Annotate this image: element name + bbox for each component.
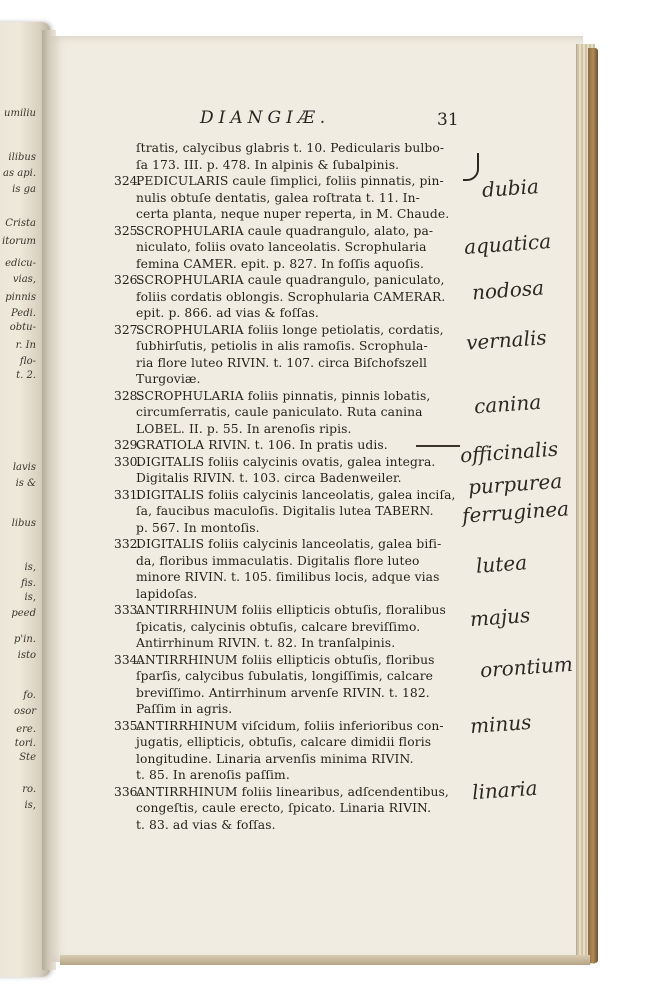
entry-line: DIGITALIS foliis calycinis ovatis, galea integra. bbox=[136, 454, 436, 469]
left-page-fragment: ro. bbox=[22, 784, 36, 795]
entry-line: ſtratis, calycibus glabris t. 10. Pedicularis bulbo- bbox=[136, 141, 445, 155]
left-page-fragment: is, bbox=[24, 592, 36, 603]
entry-line: SCROPHULARIA foliis longe petiolatis, cordatis, bbox=[136, 322, 444, 337]
left-page-fragment: ilibus bbox=[8, 152, 36, 163]
left-page-fragment: is, bbox=[24, 800, 36, 811]
left-page-fragment: vias, bbox=[12, 274, 36, 285]
left-page-fragment: isto bbox=[17, 650, 36, 661]
handwritten-annotation: aquatica bbox=[463, 228, 552, 260]
handwritten-annotation: orontium bbox=[479, 651, 574, 683]
entry-line: t. 85. In arenoſis paſſim. bbox=[136, 768, 290, 782]
handwritten-annotation: majus bbox=[469, 602, 531, 632]
entry-331 bbox=[114, 487, 464, 537]
left-page-fragment: Pedi. bbox=[11, 308, 36, 319]
entry-line: DIGITALIS foliis calycinis lanceolatis, galea inciſa, bbox=[136, 487, 456, 502]
handwritten-annotation: ferruginea bbox=[461, 496, 570, 528]
left-page-fragment: itorum bbox=[2, 236, 36, 247]
left-page-fragment: is, bbox=[24, 562, 36, 573]
entry-number: 326. bbox=[114, 273, 142, 287]
entry-line: Digitalis RIVIN. t. 103. circa Badenweiler. bbox=[136, 471, 402, 485]
entry-line: Paſſim in agris. bbox=[136, 702, 233, 716]
entry-number: 334. bbox=[114, 652, 142, 667]
entry-line: ſa 173. III. p. 478. In alpinis & ſubalpinis. bbox=[136, 157, 400, 172]
entry-line: minore RIVIN. t. 105. ſimilibus locis, adque vias bbox=[136, 570, 440, 584]
entry-line: nulis obtuſe dentatis, galea roſtrata t. 11. In- bbox=[136, 190, 420, 205]
entry-335 bbox=[114, 718, 464, 784]
entry-line: ſubhirſutis, petiolis in alis ramoſis. Scrophula- bbox=[136, 339, 428, 353]
left-page-fragment: pinnis bbox=[5, 292, 36, 303]
entry-328 bbox=[114, 388, 464, 438]
entry-line: lapidoſas. bbox=[136, 586, 198, 601]
entry-line: circumſerratis, caule paniculato. Ruta canina bbox=[136, 405, 423, 419]
entry-line: t. 83. ad vias & foſſas. bbox=[136, 817, 276, 832]
entry-336 bbox=[114, 784, 464, 834]
left-page-fragment: Ste bbox=[19, 752, 36, 763]
entry-line: foliis cordatis oblongis. Scrophularia CAMERAR. bbox=[136, 289, 446, 304]
left-page-fragment: obtu- bbox=[9, 322, 36, 333]
entry-number: 327. bbox=[114, 322, 142, 337]
handwritten-annotation: officinalis bbox=[459, 436, 559, 468]
entry-number: 331. bbox=[114, 487, 142, 502]
left-page-fragment: umiliu bbox=[4, 108, 36, 119]
entry-number: 329. bbox=[114, 438, 142, 452]
entry-number: 333. bbox=[114, 603, 142, 617]
entry-line: ANTIRRHINUM foliis linearibus, adſcendentibus, bbox=[136, 784, 449, 799]
entry-326 bbox=[114, 272, 464, 322]
cover-edge bbox=[588, 48, 598, 963]
entry-line: DIGITALIS foliis calycinis lanceolatis, galea bifi- bbox=[136, 537, 442, 551]
running-head: DIANGIÆ. bbox=[200, 108, 331, 128]
entry-329 bbox=[114, 437, 464, 454]
entry-line: SCROPHULARIA foliis pinnatis, pinnis lobatis, bbox=[136, 388, 431, 403]
entry-line: Antirrhinum RIVIN. t. 82. In tranſalpinis. bbox=[136, 636, 396, 650]
left-page-fragment: libus bbox=[11, 518, 36, 529]
entry-line: certa planta, neque nuper reperta, in M. Chaude. bbox=[136, 207, 450, 221]
entry-line: ANTIRRHINUM foliis ellipticis obtuſis, floralibus bbox=[136, 603, 446, 617]
page-number: 31 bbox=[437, 110, 459, 130]
entry-line: ria flore luteo RIVIN. t. 107. circa Biſchofszell bbox=[136, 355, 428, 370]
left-page-fragment: osor bbox=[14, 706, 36, 717]
left-page-fragment: lavis bbox=[12, 462, 36, 473]
left-page-fragment: is & bbox=[15, 478, 36, 489]
entry-line: breviſſimo. Antirrhinum arvenſe RIVIN. t. 182. bbox=[136, 685, 430, 700]
entry-334 bbox=[114, 652, 464, 718]
entry-line: niculato, foliis ovato lanceolatis. Scrophularia bbox=[136, 240, 427, 254]
entry-line: femina CAMER. epit. p. 827. In foſſis aquoſis. bbox=[136, 256, 425, 271]
left-page-fragment: fo. bbox=[23, 690, 36, 701]
left-page-fragment: fis. bbox=[21, 578, 36, 589]
entry-line: p. 567. In montoſis. bbox=[136, 520, 260, 535]
entry-line: ANTIRRHINUM viſcidum, foliis inferioribus con- bbox=[136, 718, 444, 733]
entry-number: 325. bbox=[114, 223, 142, 238]
entry-number: 335. bbox=[114, 718, 142, 733]
bottom-edge bbox=[60, 955, 590, 965]
entry-line: Turgoviæ. bbox=[136, 372, 201, 386]
handwritten-annotation: lutea bbox=[475, 550, 528, 578]
entry-line: jugatis, ellipticis, obtuſis, calcare dimidii floris bbox=[136, 735, 432, 749]
entry-line: da, floribus immaculatis. Digitalis flore luteo bbox=[136, 553, 420, 568]
left-page-fragment: Crista bbox=[5, 218, 36, 229]
left-page-fragment: r. In bbox=[15, 340, 36, 351]
entry-333 bbox=[114, 602, 464, 652]
entry-line: SCROPHULARIA caule quadrangulo, paniculato, bbox=[136, 273, 445, 287]
entry-330 bbox=[114, 454, 464, 487]
entry-line: longitudine. Linaria arvenſis minima RIVIN. bbox=[136, 751, 414, 766]
left-page-fragment: tori. bbox=[14, 738, 36, 749]
handwritten-annotation: purpurea bbox=[467, 468, 563, 500]
entry-332 bbox=[114, 536, 464, 602]
entry-line: ANTIRRHINUM foliis ellipticis obtuſis, floribus bbox=[136, 652, 435, 667]
left-page-fragment: t. 2. bbox=[16, 370, 36, 381]
entry-line: LOBEL. II. p. 55. In arenoſis ripis. bbox=[136, 421, 352, 436]
entry-325 bbox=[114, 223, 464, 273]
handwritten-annotation: dubia bbox=[481, 174, 540, 202]
handwritten-annotation: minus bbox=[469, 709, 533, 739]
left-page-fragment: is ga bbox=[12, 184, 36, 195]
left-page-fragment: flo- bbox=[19, 356, 36, 367]
entry-line: SCROPHULARIA caule quadrangulo, alato, pa- bbox=[136, 223, 434, 238]
left-page-fragment: edicu- bbox=[5, 258, 36, 269]
entry-continued bbox=[114, 140, 464, 173]
handwritten-annotation: vernalis bbox=[465, 325, 548, 355]
entry-line: ſpicatis, calycinis obtuſis, calcare breviſſimo. bbox=[136, 619, 421, 634]
entry-line: GRATIOLA RIVIN. t. 106. In pratis udis. bbox=[136, 438, 388, 452]
handwritten-annotation: nodosa bbox=[471, 275, 545, 305]
entry-line: ſparſis, calycibus ſubulatis, longiſſimis, calcare bbox=[136, 669, 434, 683]
entry-number: 332. bbox=[114, 537, 142, 551]
entry-number: 324. bbox=[114, 174, 142, 188]
left-page-fragment: peed bbox=[11, 608, 36, 619]
entry-327 bbox=[114, 322, 464, 388]
entry-number: 328. bbox=[114, 388, 142, 403]
entry-line: congeſtis, caule erecto, ſpicato. Linaria RIVIN. bbox=[136, 801, 432, 815]
entry-line: PEDICULARIS caule ſimplici, foliis pinnatis, pin- bbox=[136, 174, 444, 188]
entry-line: ſa, faucibus maculoſis. Digitalis lutea TABERN. bbox=[136, 504, 434, 518]
entry-number: 336. bbox=[114, 784, 142, 799]
entry-number: 330. bbox=[114, 454, 142, 469]
handwritten-annotation: linaria bbox=[471, 775, 539, 805]
entry-324 bbox=[114, 173, 464, 223]
entries-list bbox=[114, 140, 464, 833]
handwritten-annotation: canina bbox=[473, 389, 542, 419]
annotation-dash bbox=[416, 445, 460, 447]
left-page-fragment: as api. bbox=[2, 168, 36, 179]
left-page-fragment: p'in. bbox=[14, 634, 36, 645]
entry-line: epit. p. 866. ad vias & foſſas. bbox=[136, 306, 319, 320]
left-page-fragment: ere. bbox=[16, 724, 36, 735]
